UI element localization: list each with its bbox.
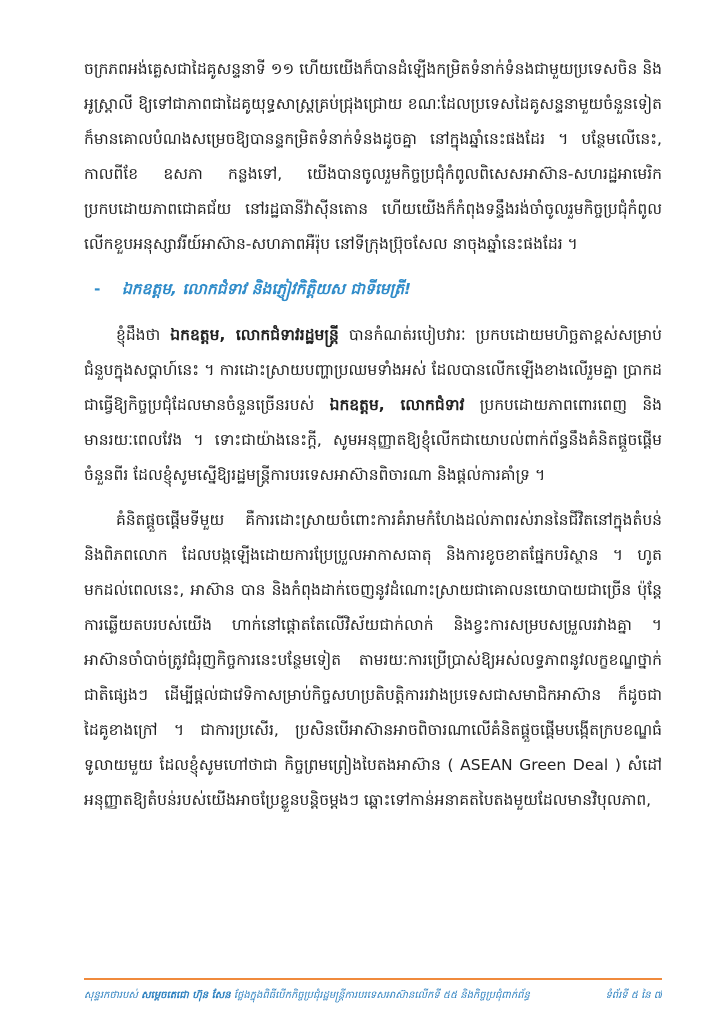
heading-text: ឯកឧត្តម, លោកជំទាវ និងភ្ញៀវកិត្តិយស ជាទីមេត្រី! xyxy=(121,280,412,298)
page-number: ទំព័រទី ៥ នៃ ៧ xyxy=(605,990,662,1001)
paragraph2-middle: បានកំណត់របៀបវារៈ ប្រកបដោយមហិច្ឆតាខ្ពស់សម្រាប់ជំនួបក្នុងសប្តាហ៍នេះ ។ ការដោះស្រាយបញ្ហាប្រឈមទាំងអស់ ដែលបានលើកឡើងខាងលើរួមគ្នា ប្រាកដជាធ្វើឱ្យកិច្ចប្រជុំដែលមានចំនួនច្រើនរបស់ xyxy=(84,326,663,414)
footer-suffix: ថ្លែងក្នុងពិធីបើកកិច្ចប្រជុំរដ្ឋមន្ត្រីការបរទេសអាស៊ានលើកទី ៥៥ និងកិច្ចប្រជុំពាក់ព័ន្ធ xyxy=(233,990,530,1001)
footer-speaker: សម្តេចតេជោ ហ៊ុន សែន xyxy=(141,990,231,1001)
paragraph2-end: ប្រកបដោយភាពពោរពេញ និងមានរយៈពេលវែង ។ ទោះជាយ៉ាងនេះក្តី, សូមអនុញ្ញាតឱ្យខ្ញុំលើកជាយោបល់ពាក់ព័ន្ធនឹងគំនិតផ្តួចផ្តើមចំនួនពីរ ដែលខ្ញុំសូមស្នើឱ្យរដ្ឋមន្ត្រីការបរទេសអាស៊ានពិចារណា និងផ្តល់ការគាំទ្រ ។ xyxy=(84,396,662,484)
footer-divider xyxy=(84,978,662,980)
body-paragraph-2 xyxy=(84,318,662,493)
body-paragraph-1: ចក្រភពអង់គ្លេសជាដៃគូសន្ទនាទី ១១ ហើយយើងក៏បានដំឡើងកម្រិតទំនាក់ទំនងជាមួយប្រទេសចិន និងអូស្ត្រាលី ឱ្យទៅជាភាពជាដៃគូយុទ្ធសាស្ត្រគ្រប់ជ្រុងជ្រោយ ខណៈដែលប្រទេសដៃគូសន្ទនាមួយចំនួនទៀត ក៏មានគោលបំណងសម្រេចឱ្យបានន្ទកម្រិតទំនាក់ទំនងដូចគ្នា នៅក្នុងឆ្នាំនេះផងដែរ ។ បន្ថែមលើនេះ, កាលពីខែ ឧសភា កន្លងទៅ, យើងបានចូលរួមកិច្ចប្រជុំកំពូលពិសេសអាស៊ាន-សហរដ្ឋអាមេរិក ប្រកបដោយភាពជោគជ័យ នៅរដ្ឋធានីវ៉ាស៊ីនតោន ហើយយើងក៏កំពុងទន្ទឹងរង់ចាំចូលរួមកិច្ចប្រជុំកំពូលលើកខួបអនុស្សាវរីយ៍អាស៊ាន-សហភាពអឺរ៉ុប នៅទីក្រុងប្រ៊ុចសែល នាចុងឆ្នាំនេះផងដែរ ។ xyxy=(84,60,662,253)
heading-dash: - xyxy=(94,280,101,298)
paragraph2-bold-1: ឯកឧត្តម, លោកជំទាវរដ្ឋមន្ត្រី xyxy=(170,326,339,344)
footer-prefix: សុន្ទរកថារបស់ xyxy=(84,990,142,1001)
document-body xyxy=(84,52,662,828)
body-paragraph-3: គំនិតផ្តួចផ្តើមទីមួយ គឺការដោះស្រាយចំពោះការគំរាមកំហែងដល់ភាពរស់រាននៃជីវិតនៅក្នុងតំបន់ និងពិភពលោក ដែលបង្កឡើងដោយការប្រែប្រួលអាកាសធាតុ និងការខូចខាតផ្នែកបរិស្ថាន ។ ហូតមកដល់ពេលនេះ, អាស៊ាន បាន និងកំពុងដាក់ចេញនូវដំណោះស្រាយជាគោលនយោបាយជាច្រើន ប៉ុន្តែការឆ្លើយតបរបស់យើង ហាក់នៅផ្តោតតែលើវិស័យជាក់លាក់ និងខ្វះការសម្របសម្រួលរវាងគ្នា ។ អាស៊ានចាំបាច់ត្រូវជំរុញកិច្ចការនេះបន្ថែមទៀត តាមរយៈការប្រើប្រាស់ឱ្យអស់លទ្ធភាពនូវលក្ខខណ្ឌថ្នាក់ជាតិផ្សេងៗ ដើម្បីផ្តល់ជាវេទិកាសម្រាប់កិច្ចសហប្រតិបត្តិការរវាងប្រទេសជាសមាជិកអាស៊ាន ក៏ដូចជាដៃគូខាងក្រៅ ។ ជាការប្រសើរ, ប្រសិនបើអាស៊ានអាចពិចារណាលើគំនិតផ្តួចផ្តើមបង្កើតក្របខណ្ឌធំទូលាយមួយ ដែលខ្ញុំសូមហៅថាជា កិច្ចព្រមព្រៀងបៃតងអាស៊ាន ( ASEAN Green Deal ) សំដៅអនុញ្ញាតឱ្យតំបន់របស់យើងអាចប្រែខ្លួនបន្តិចម្តងៗ ឆ្ពោះទៅកាន់អនាគតបៃតងមួយដែលមានវិបុលភាព, xyxy=(84,511,662,809)
page-footer xyxy=(84,986,662,1008)
paragraph2-bold-2: ឯកឧត្តម, លោកជំទាវ xyxy=(329,396,465,414)
paragraph2-start: ខ្ញុំដឹងថា xyxy=(116,326,171,344)
section-heading xyxy=(94,274,662,304)
footer-caption xyxy=(84,986,530,1008)
